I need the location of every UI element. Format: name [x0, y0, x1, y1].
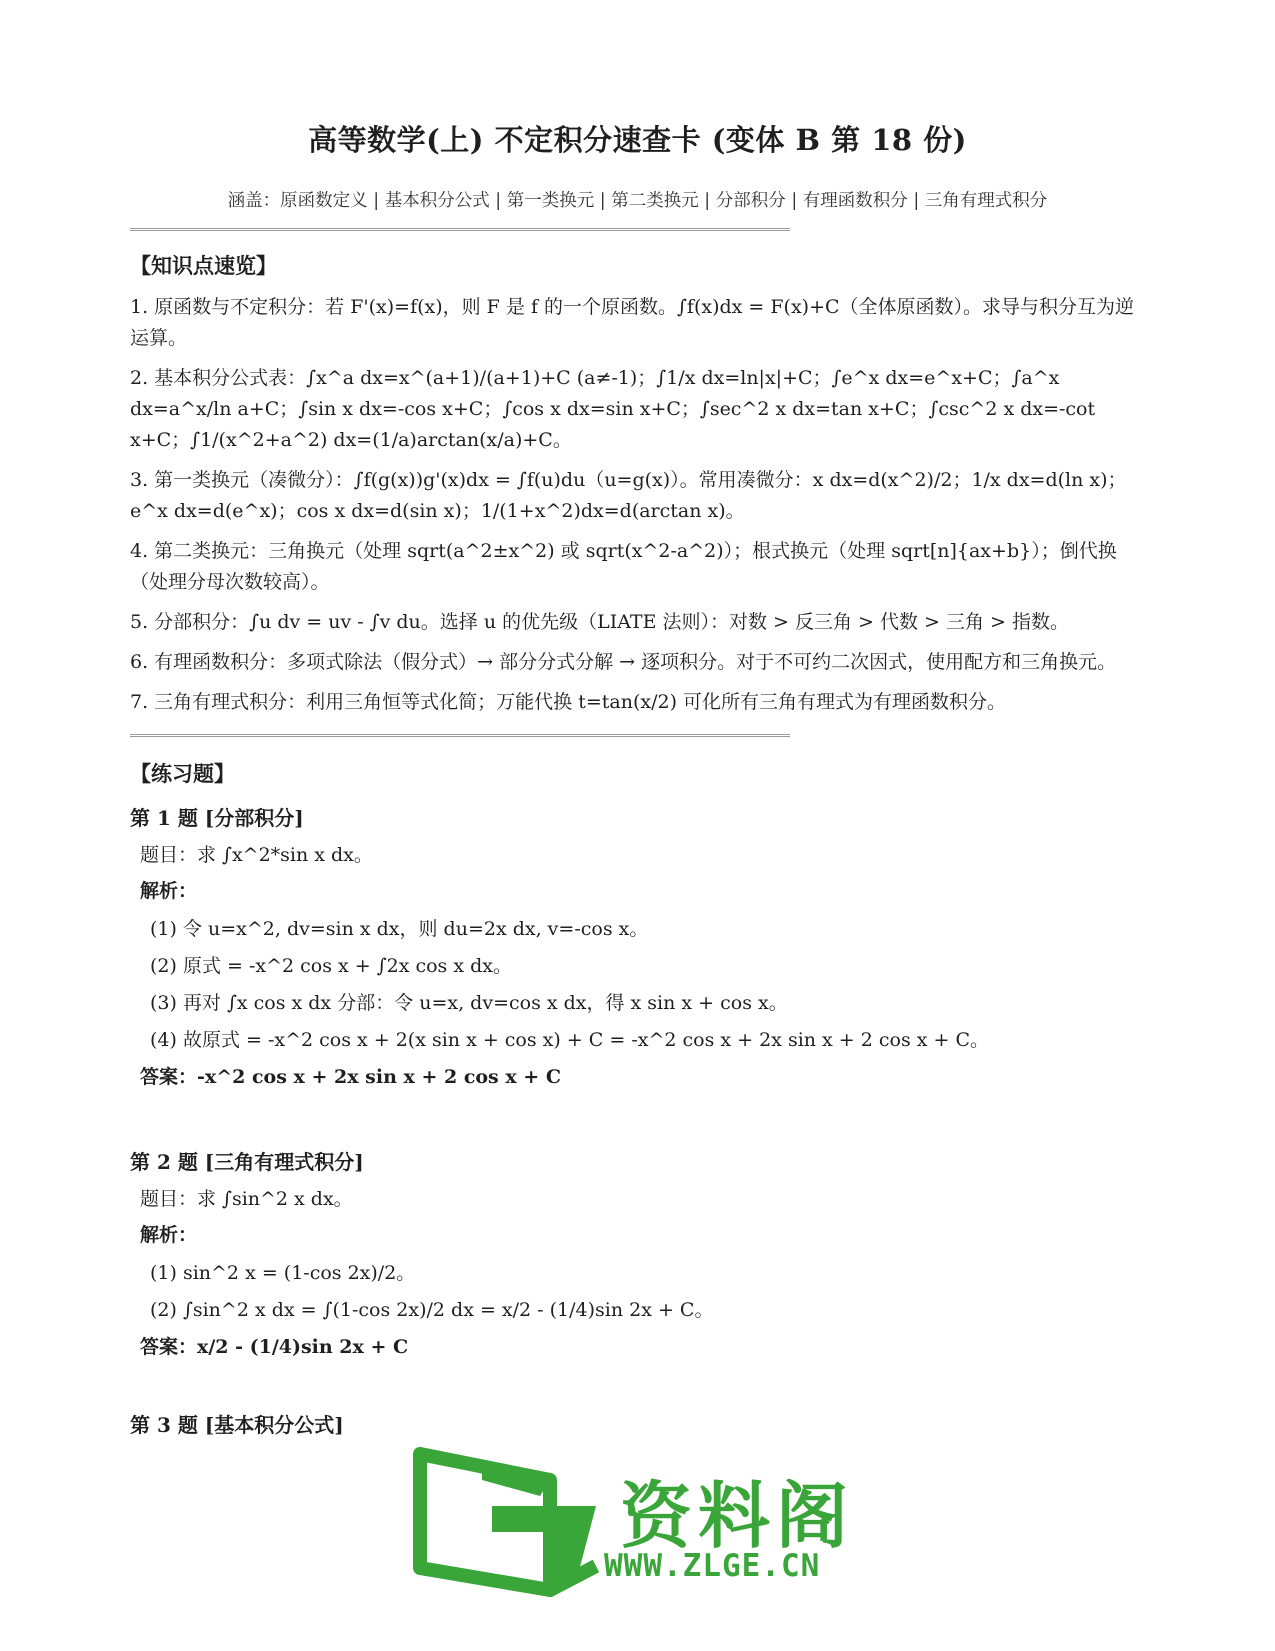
page-title: 高等数学(上) 不定积分速查卡 (变体 B 第 18 份): [308, 123, 967, 157]
solution-step: (1) 令 u=x^2, dv=sin x dx，则 du=2x dx, v=-cos x。: [150, 918, 649, 940]
divider: [130, 734, 790, 737]
solution-step: (4) 故原式 = -x^2 cos x + 2(x sin x + cos x) + C = -x^2 cos x + 2x sin x + 2 cos x + C。: [150, 1029, 990, 1051]
knowledge-item: 3. 第一类换元（凑微分）：∫f(g(x))g'(x)dx = ∫f(u)du（u=g(x)）。常用凑微分：x dx=d(x^2)/2；1/x dx=d(ln x)；e^x dx=d(e^x)；cos x dx=d(sin x)；1/(1+x^2)dx=d(arctan x)。: [130, 469, 1127, 522]
page-subtitle: 涵盖：原函数定义 | 基本积分公式 | 第一类换元 | 第二类换元 | 分部积分 | 有理函数积分 | 三角有理式积分: [227, 191, 1048, 211]
solution-step: (3) 再对 ∫x cos x dx 分部：令 u=x, dv=cos x dx，得 x sin x + cos x。: [150, 992, 788, 1014]
knowledge-item: 4. 第二类换元：三角换元（处理 sqrt(a^2±x^2) 或 sqrt(x^2-a^2)）；根式换元（处理 sqrt[n]{ax+b}）；倒代换（处理分母次数较高）。: [130, 540, 1117, 593]
knowledge-item: 6. 有理函数积分：多项式除法（假分式）→ 部分分式分解 → 逐项积分。对于不可约二次因式，使用配方和三角换元。: [130, 651, 1117, 673]
practice-heading: 【练习题】: [130, 761, 235, 786]
divider: [130, 228, 790, 231]
question-answer: 答案：-x^2 cos x + 2x sin x + 2 cos x + C: [140, 1066, 561, 1088]
question-title: 第 1 题 [分部积分]: [130, 806, 304, 830]
knowledge-item: 2. 基本积分公式表：∫x^a dx=x^(a+1)/(a+1)+C (a≠-1)；∫1/x dx=ln|x|+C；∫e^x dx=e^x+C；∫a^x dx=a^x/ln a+C；∫sin x dx=-cos x+C；∫cos x dx=sin x+C；∫sec^2 x dx=tan x+C；∫csc^2 x dx=-cot x+C；∫1/(x^2+a^2) dx=(1/a)arctan(x/a)+C。: [130, 367, 1096, 451]
watermark-url: WWW.ZLGE.CN: [604, 1548, 821, 1584]
knowledge-item: 1. 原函数与不定积分：若 F'(x)=f(x)，则 F 是 f 的一个原函数。∫f(x)dx = F(x)+C（全体原函数）。求导与积分互为逆运算。: [130, 296, 1135, 349]
practice-section: [130, 758, 1145, 1438]
analysis-label: 解析：: [140, 880, 198, 902]
knowledge-item: 5. 分部积分：∫u dv = uv - ∫v du。选择 u 的优先级（LIATE 法则）：对数 > 反三角 > 代数 > 三角 > 指数。: [130, 611, 1069, 633]
question-block: [130, 1146, 1145, 1361]
solution-step: (2) 原式 = -x^2 cos x + ∫2x cos x dx。: [150, 955, 512, 977]
knowledge-section: [130, 250, 1145, 727]
knowledge-heading: 【知识点速览】: [130, 253, 277, 278]
question-block: [130, 1409, 1145, 1438]
knowledge-item: 7. 三角有理式积分：利用三角恒等式化简；万能代换 t=tan(x/2) 可化所有三角有理式为有理函数积分。: [130, 691, 1007, 713]
question-problem: 题目：求 ∫x^2*sin x dx。: [140, 844, 373, 866]
question-answer: 答案：x/2 - (1/4)sin 2x + C: [140, 1336, 409, 1358]
watermark-name: 资料阁: [620, 1474, 855, 1558]
question-title: 第 2 题 [三角有理式积分]: [130, 1150, 364, 1174]
solution-step: (1) sin^2 x = (1-cos 2x)/2。: [150, 1262, 416, 1284]
analysis-label: 解析：: [140, 1224, 198, 1246]
question-block: [130, 802, 1145, 1091]
question-title: 第 3 题 [基本积分公式]: [130, 1413, 344, 1437]
solution-step: (2) ∫sin^2 x dx = ∫(1-cos 2x)/2 dx = x/2 - (1/4)sin 2x + C。: [150, 1299, 714, 1321]
question-problem: 题目：求 ∫sin^2 x dx。: [140, 1188, 353, 1210]
